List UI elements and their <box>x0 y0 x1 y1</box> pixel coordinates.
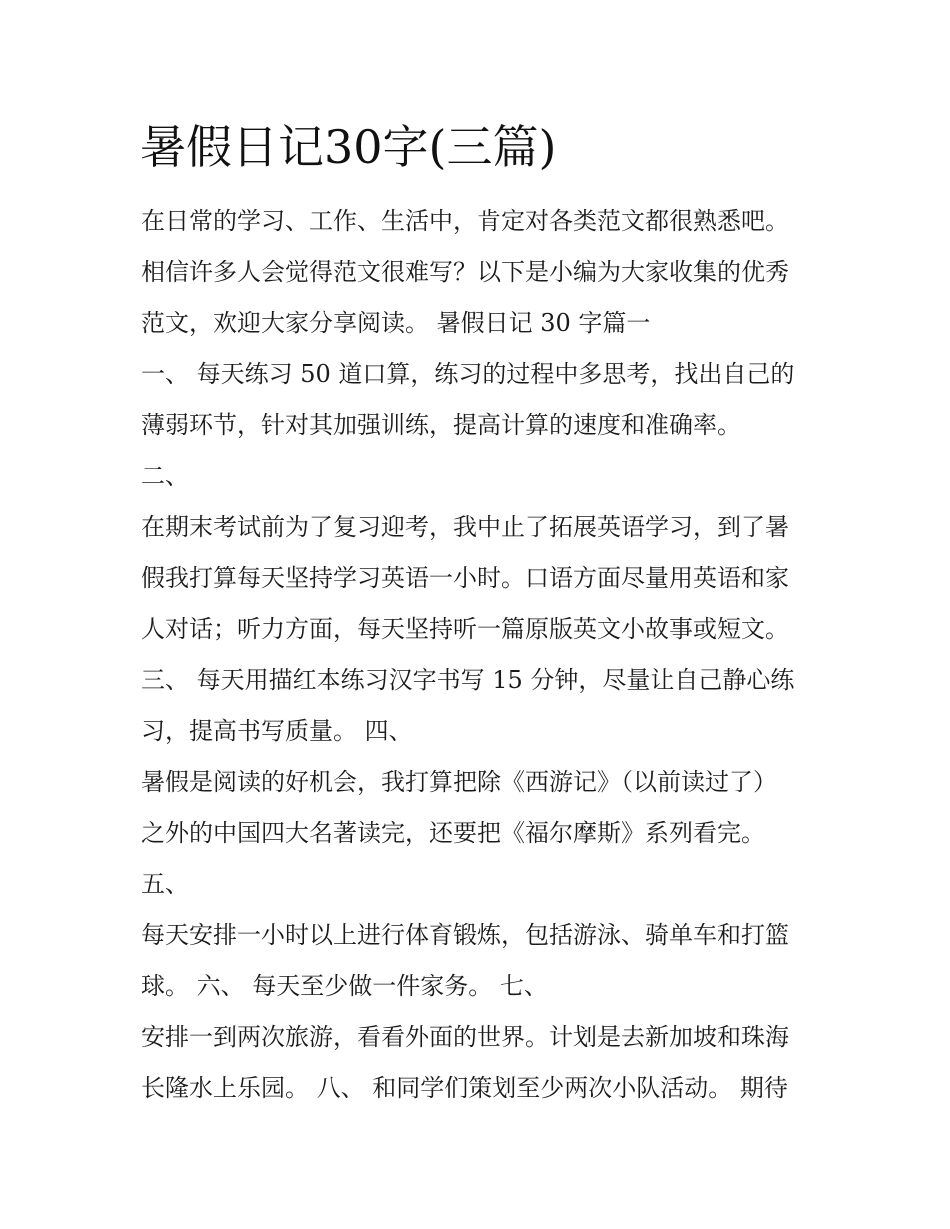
text-line: 三、 每天用描红本练习汉字书写 15 分钟，尽量让自己静心练 <box>141 666 795 694</box>
text-line: 安排一到两次旅游，看看外面的世界。计划是去新加坡和珠海 <box>141 1023 789 1051</box>
text-line: 相信许多人会觉得范文很难写？以下是小编为大家收集的优秀 <box>141 258 789 286</box>
document-body <box>141 196 821 1114</box>
text-line: 人对话；听力方面，每天坚持听一篇原版英文小故事或短文。 <box>141 615 789 643</box>
text-line: 假我打算每天坚持学习英语一小时。口语方面尽量用英语和家 <box>141 564 789 592</box>
text-line: 之外的中国四大名著读完，还要把《福尔摩斯》系列看完。 <box>141 819 765 847</box>
text-line: 二、 <box>141 462 189 490</box>
text-line: 在期末考试前为了复习迎考，我中止了拓展英语学习，到了暑 <box>141 513 789 541</box>
text-line: 习，提高书写质量。 四、 <box>141 717 413 745</box>
text-line: 一、 每天练习 50 道口算，练习的过程中多思考，找出自己的 <box>141 360 795 388</box>
text-line: 暑假是阅读的好机会，我打算把除《西游记》（以前读过了） <box>141 768 777 796</box>
text-line: 薄弱环节，针对其加强训练，提高计算的速度和准确率。 <box>141 411 741 439</box>
text-line: 长隆水上乐园。 八、 和同学们策划至少两次小队活动。 期待 <box>141 1074 788 1102</box>
text-line: 在日常的学习、工作、生活中，肯定对各类范文都很熟悉吧。 <box>141 207 789 235</box>
text-line: 球。 六、 每天至少做一件家务。 七、 <box>141 972 548 1000</box>
text-line: 每天安排一小时以上进行体育锻炼，包括游泳、骑单车和打篮 <box>141 921 789 949</box>
text-line: 五、 <box>141 870 189 898</box>
document-title: 暑假日记30字(三篇) <box>140 120 557 174</box>
text-line: 范文，欢迎大家分享阅读。 暑假日记 30 字篇一 <box>141 309 651 337</box>
